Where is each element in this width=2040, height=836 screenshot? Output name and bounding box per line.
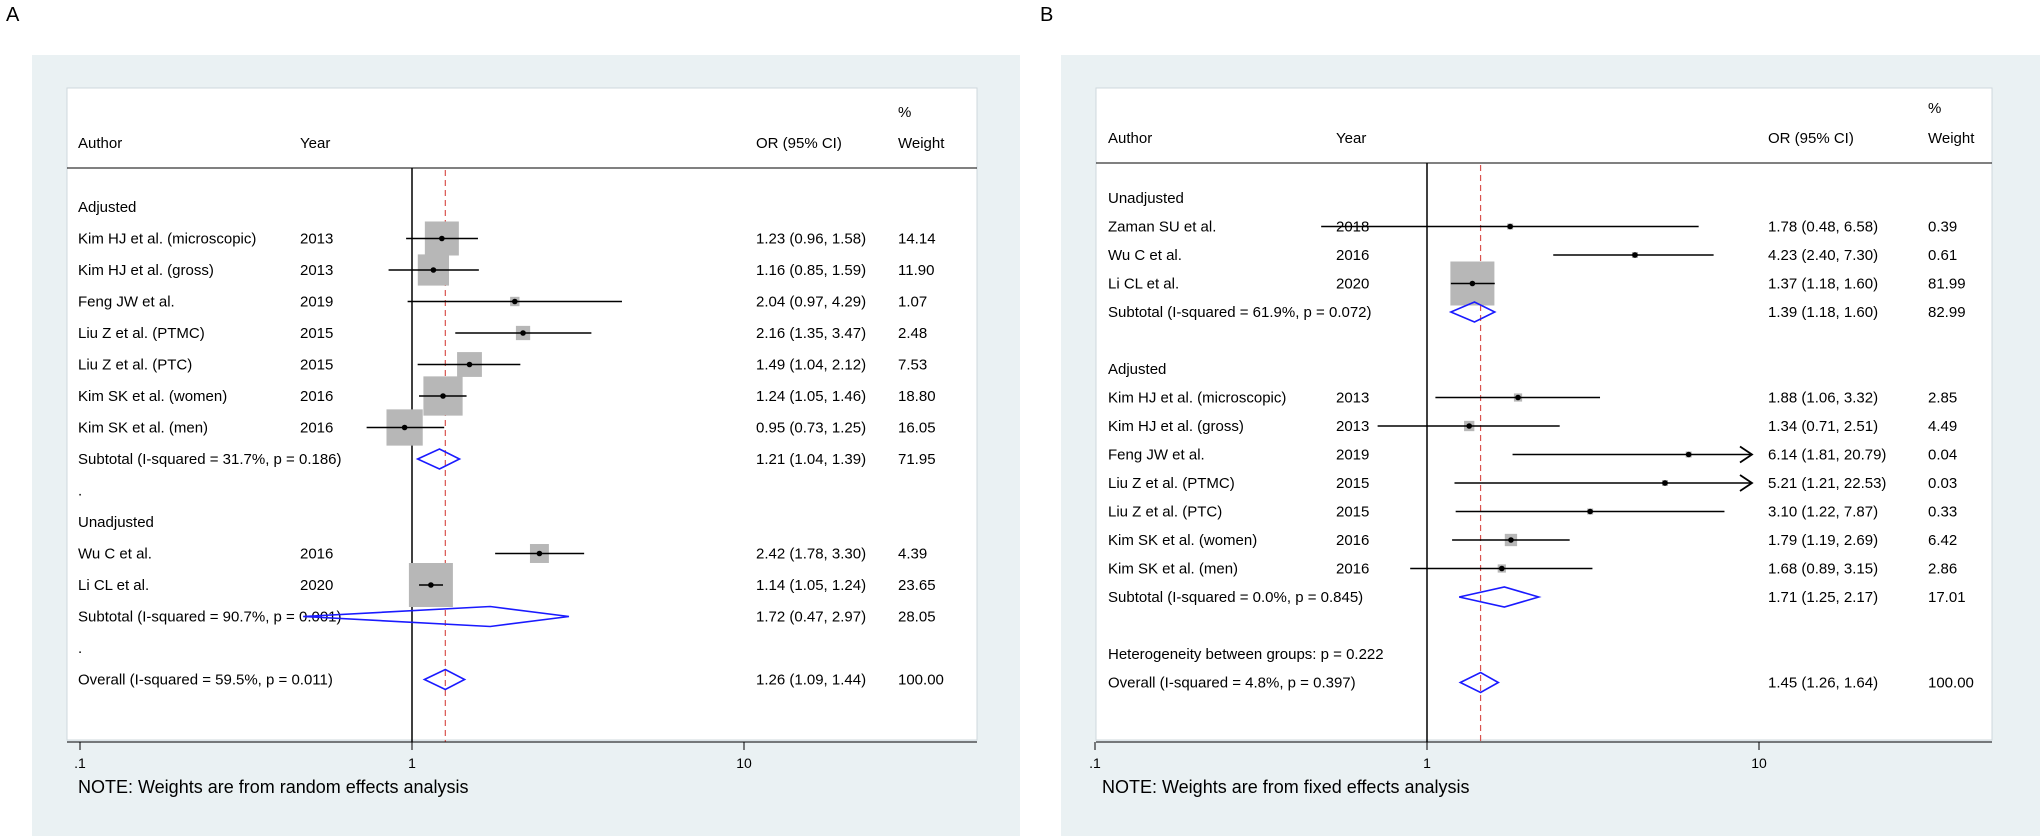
panel-a-plot-area bbox=[67, 88, 977, 740]
panel-a-study-weight-text: 4.39 bbox=[898, 545, 928, 563]
panel-a-study-or-text: 2.04 (0.97, 4.29) bbox=[756, 293, 867, 311]
panel-a-study-weight-text: 2.48 bbox=[898, 325, 928, 342]
panel-a-study-or-text: 1.16 (0.85, 1.59) bbox=[756, 262, 867, 279]
panel-b-subtotal-or-text: 1.39 (1.18, 1.60) bbox=[1768, 304, 1879, 321]
panel-a-study-weight-text: 14.14 bbox=[898, 230, 936, 248]
panel-b-study-weight-text: 0.39 bbox=[1928, 218, 1958, 236]
panel-b-study-or-text: 1.68 (0.89, 3.15) bbox=[1768, 560, 1879, 578]
panel-a-header-year: Year bbox=[300, 135, 331, 152]
panel-b-point-estimate bbox=[1470, 281, 1476, 287]
panel-b-study-year: 2016 bbox=[1336, 560, 1370, 578]
panel-a-point-estimate bbox=[520, 330, 526, 336]
panel-b-header-weight: Weight bbox=[1928, 130, 1975, 147]
panel-a-study-weight-text: 23.65 bbox=[898, 577, 936, 594]
panel-b-point-estimate bbox=[1632, 252, 1638, 258]
panel-b-plot-area bbox=[1096, 88, 1992, 740]
panel-b-tick-label-2: 10 bbox=[1751, 755, 1767, 771]
panel-b-study-weight-text: 6.42 bbox=[1928, 532, 1958, 549]
panel-b-subtotal-or-text: 1.71 (1.25, 2.17) bbox=[1768, 589, 1879, 606]
panel-b-study-year: 2019 bbox=[1336, 446, 1370, 464]
panel-a-group-label: Unadjusted bbox=[78, 514, 154, 531]
panel-b-study-author: Kim SK et al. (women) bbox=[1108, 532, 1258, 549]
panel-a-study-author: Kim SK et al. (women) bbox=[78, 388, 228, 405]
panel-b-study-or-text: 1.34 (0.71, 2.51) bbox=[1768, 418, 1879, 435]
panel-a-study-year: 2016 bbox=[300, 545, 334, 563]
panel-a-point-estimate bbox=[512, 299, 518, 305]
panel-b-study-author: Kim HJ et al. (microscopic) bbox=[1108, 389, 1287, 407]
panel-b-tick-label-0: .1 bbox=[1089, 755, 1101, 771]
panel-b-study-weight-text: 2.85 bbox=[1928, 389, 1958, 407]
panel-a-study-or-text: 2.42 (1.78, 3.30) bbox=[756, 545, 867, 563]
panel-b-study-weight-text: 4.49 bbox=[1928, 418, 1958, 435]
panel-b-header-year: Year bbox=[1336, 130, 1367, 147]
panel-b-study-year: 2015 bbox=[1336, 475, 1370, 492]
panel-a-study-author: Kim HJ et al. (gross) bbox=[78, 262, 214, 279]
panel-b-study-or-text: 1.78 (0.48, 6.58) bbox=[1768, 218, 1879, 236]
panel-b-study-weight-text: 0.61 bbox=[1928, 247, 1958, 264]
panel-a bbox=[32, 55, 1020, 836]
panel-b-study-year: 2013 bbox=[1336, 418, 1370, 435]
panel-b-overall-or-text: 1.45 (1.26, 1.64) bbox=[1768, 674, 1879, 692]
panel-a-point-estimate bbox=[428, 582, 434, 588]
panel-a-point-estimate bbox=[431, 267, 437, 273]
panel-b-study-year: 2013 bbox=[1336, 389, 1370, 407]
panel-b-study-year: 2016 bbox=[1336, 247, 1370, 264]
panel-a-header-or: OR (95% CI) bbox=[756, 135, 842, 152]
panel-b-heterogeneity-note: Heterogeneity between groups: p = 0.222 bbox=[1108, 646, 1384, 663]
panel-a-study-year: 2013 bbox=[300, 230, 334, 248]
panel-a-point-estimate bbox=[440, 393, 446, 399]
panel-a-letter: A bbox=[6, 4, 20, 26]
panel-b-study-weight-text: 0.03 bbox=[1928, 475, 1958, 492]
panel-b-study-author: Kim SK et al. (men) bbox=[1108, 560, 1239, 578]
panel-a-header-weight: Weight bbox=[898, 135, 945, 152]
panel-b-study-year: 2020 bbox=[1336, 275, 1370, 293]
panel-a-study-weight-text: 11.90 bbox=[898, 262, 935, 279]
panel-a-study-or-text: 1.14 (1.05, 1.24) bbox=[756, 577, 867, 594]
panel-a-study-or-text: 1.24 (1.05, 1.46) bbox=[756, 388, 867, 405]
panel-a-overall-or-text: 1.26 (1.09, 1.44) bbox=[756, 671, 867, 689]
panel-b-subtotal-label: Subtotal (I-squared = 0.0%, p = 0.845) bbox=[1108, 589, 1364, 606]
panel-b-study-year: 2016 bbox=[1336, 532, 1370, 549]
panel-a-spacer-dot: . bbox=[78, 640, 83, 657]
panel-a-point-estimate bbox=[439, 236, 445, 242]
panel-b-study-or-text: 1.88 (1.06, 3.32) bbox=[1768, 389, 1879, 407]
panel-b-subtotal-weight-text: 17.01 bbox=[1928, 589, 1966, 606]
panel-b-study-author: Kim HJ et al. (gross) bbox=[1108, 418, 1244, 435]
panel-b-study-author: Zaman SU et al. bbox=[1108, 218, 1217, 236]
panel-a-study-weight-text: 18.80 bbox=[898, 388, 936, 405]
panel-b-study-or-text: 1.79 (1.19, 2.69) bbox=[1768, 532, 1879, 549]
panel-a-subtotal-label: Subtotal (I-squared = 31.7%, p = 0.186) bbox=[78, 451, 342, 468]
panel-a-study-author: Wu C et al. bbox=[78, 545, 152, 563]
panel-a-footnote: NOTE: Weights are from random effects analysis bbox=[78, 777, 469, 797]
panel-b-point-estimate bbox=[1587, 509, 1593, 515]
panel-b-study-weight-text: 0.04 bbox=[1928, 446, 1958, 464]
panel-a-study-or-text: 1.49 (1.04, 2.12) bbox=[756, 356, 867, 374]
panel-a-tick-label-2: 10 bbox=[736, 755, 752, 771]
panel-b-header-author: Author bbox=[1108, 130, 1153, 147]
panel-b-point-estimate bbox=[1508, 537, 1514, 543]
panel-a-overall-weight-text: 100.00 bbox=[898, 671, 944, 689]
panel-a-point-estimate bbox=[402, 425, 408, 431]
panel-b-study-weight-text: 81.99 bbox=[1928, 275, 1966, 293]
panel-b-point-estimate bbox=[1466, 423, 1472, 429]
panel-a-point-estimate bbox=[537, 551, 543, 557]
panel-a-study-year: 2015 bbox=[300, 325, 334, 342]
panel-b-study-author: Wu C et al. bbox=[1108, 247, 1182, 264]
panel-a-study-year: 2016 bbox=[300, 388, 334, 405]
panel-b-overall-weight-text: 100.00 bbox=[1928, 674, 1974, 692]
panel-b-point-estimate bbox=[1515, 395, 1521, 401]
panel-a-group-label: Adjusted bbox=[78, 199, 137, 216]
panel-b-study-author: Liu Z et al. (PTC) bbox=[1108, 503, 1223, 521]
panel-a-study-year: 2013 bbox=[300, 262, 334, 279]
panel-a-subtotal-label: Subtotal (I-squared = 90.7%, p = 0.001) bbox=[78, 608, 342, 626]
panel-a-subtotal-or-text: 1.21 (1.04, 1.39) bbox=[756, 451, 867, 468]
panel-b-study-or-text: 5.21 (1.21, 22.53) bbox=[1768, 475, 1887, 492]
panel-b-subtotal-weight-text: 82.99 bbox=[1928, 304, 1966, 321]
panel-a-study-weight-text: 1.07 bbox=[898, 293, 928, 311]
panel-a-study-year: 2020 bbox=[300, 577, 334, 594]
panel-b-point-estimate bbox=[1686, 452, 1692, 458]
panel-a-study-year: 2016 bbox=[300, 419, 334, 437]
panel-b-study-author: Feng JW et al. bbox=[1108, 446, 1205, 464]
panel-b bbox=[1061, 55, 2040, 836]
panel-b-study-weight-text: 0.33 bbox=[1928, 503, 1958, 521]
panel-a-study-or-text: 1.23 (0.96, 1.58) bbox=[756, 230, 867, 248]
panel-a-study-or-text: 2.16 (1.35, 3.47) bbox=[756, 325, 867, 342]
panel-b-footnote: NOTE: Weights are from fixed effects analysis bbox=[1102, 777, 1470, 797]
panel-a-study-author: Kim SK et al. (men) bbox=[78, 419, 209, 437]
panel-b-study-weight-text: 2.86 bbox=[1928, 560, 1958, 578]
panel-b-point-estimate bbox=[1499, 566, 1505, 572]
panel-b-study-author: Liu Z et al. (PTMC) bbox=[1108, 475, 1235, 492]
panel-b-study-or-text: 6.14 (1.81, 20.79) bbox=[1768, 446, 1887, 464]
panel-b-subtotal-label: Subtotal (I-squared = 61.9%, p = 0.072) bbox=[1108, 304, 1372, 321]
panel-a-overall-label: Overall (I-squared = 59.5%, p = 0.011) bbox=[78, 671, 333, 689]
panel-b-study-or-text: 4.23 (2.40, 7.30) bbox=[1768, 247, 1879, 264]
panel-a-study-author: Liu Z et al. (PTMC) bbox=[78, 325, 205, 342]
panel-a-study-year: 2015 bbox=[300, 356, 334, 374]
panel-a-study-year: 2019 bbox=[300, 293, 334, 311]
panel-a-subtotal-weight-text: 71.95 bbox=[898, 451, 936, 468]
panel-a-header-weight-pct: % bbox=[898, 104, 912, 121]
panel-a-study-author: Li CL et al. bbox=[78, 577, 150, 594]
panel-a-subtotal-or-text: 1.72 (0.47, 2.97) bbox=[756, 608, 867, 626]
panel-b-point-estimate bbox=[1662, 480, 1668, 486]
panel-b-tick-label-1: 1 bbox=[1423, 755, 1431, 771]
panel-b-overall-label: Overall (I-squared = 4.8%, p = 0.397) bbox=[1108, 674, 1356, 692]
panel-a-study-author: Liu Z et al. (PTC) bbox=[78, 356, 193, 374]
panel-b-group-label: Unadjusted bbox=[1108, 190, 1184, 207]
panel-a-subtotal-weight-text: 28.05 bbox=[898, 608, 936, 626]
panel-a-study-author: Feng JW et al. bbox=[78, 293, 175, 311]
panel-b-point-estimate bbox=[1507, 224, 1513, 230]
panel-a-study-weight-text: 16.05 bbox=[898, 419, 936, 437]
panel-b-study-year: 2015 bbox=[1336, 503, 1370, 521]
panel-b-study-year: 2018 bbox=[1336, 218, 1370, 236]
panel-b-study-author: Li CL et al. bbox=[1108, 275, 1180, 293]
panel-b-header-weight-pct: % bbox=[1928, 100, 1942, 117]
panel-a-header-author: Author bbox=[78, 135, 123, 152]
panel-b-study-or-text: 1.37 (1.18, 1.60) bbox=[1768, 275, 1879, 293]
panel-a-study-author: Kim HJ et al. (microscopic) bbox=[78, 230, 257, 248]
panel-a-study-or-text: 0.95 (0.73, 1.25) bbox=[756, 419, 867, 437]
panel-b-study-or-text: 3.10 (1.22, 7.87) bbox=[1768, 503, 1879, 521]
panel-b-letter: B bbox=[1040, 4, 1054, 26]
panel-b-group-label: Adjusted bbox=[1108, 361, 1167, 378]
panel-a-tick-label-0: .1 bbox=[74, 755, 86, 771]
panel-a-study-weight-text: 7.53 bbox=[898, 356, 928, 374]
panel-a-tick-label-1: 1 bbox=[408, 755, 416, 771]
panel-b-header-or: OR (95% CI) bbox=[1768, 130, 1854, 147]
panel-a-point-estimate bbox=[467, 362, 473, 368]
panel-a-spacer-dot: . bbox=[78, 482, 83, 500]
